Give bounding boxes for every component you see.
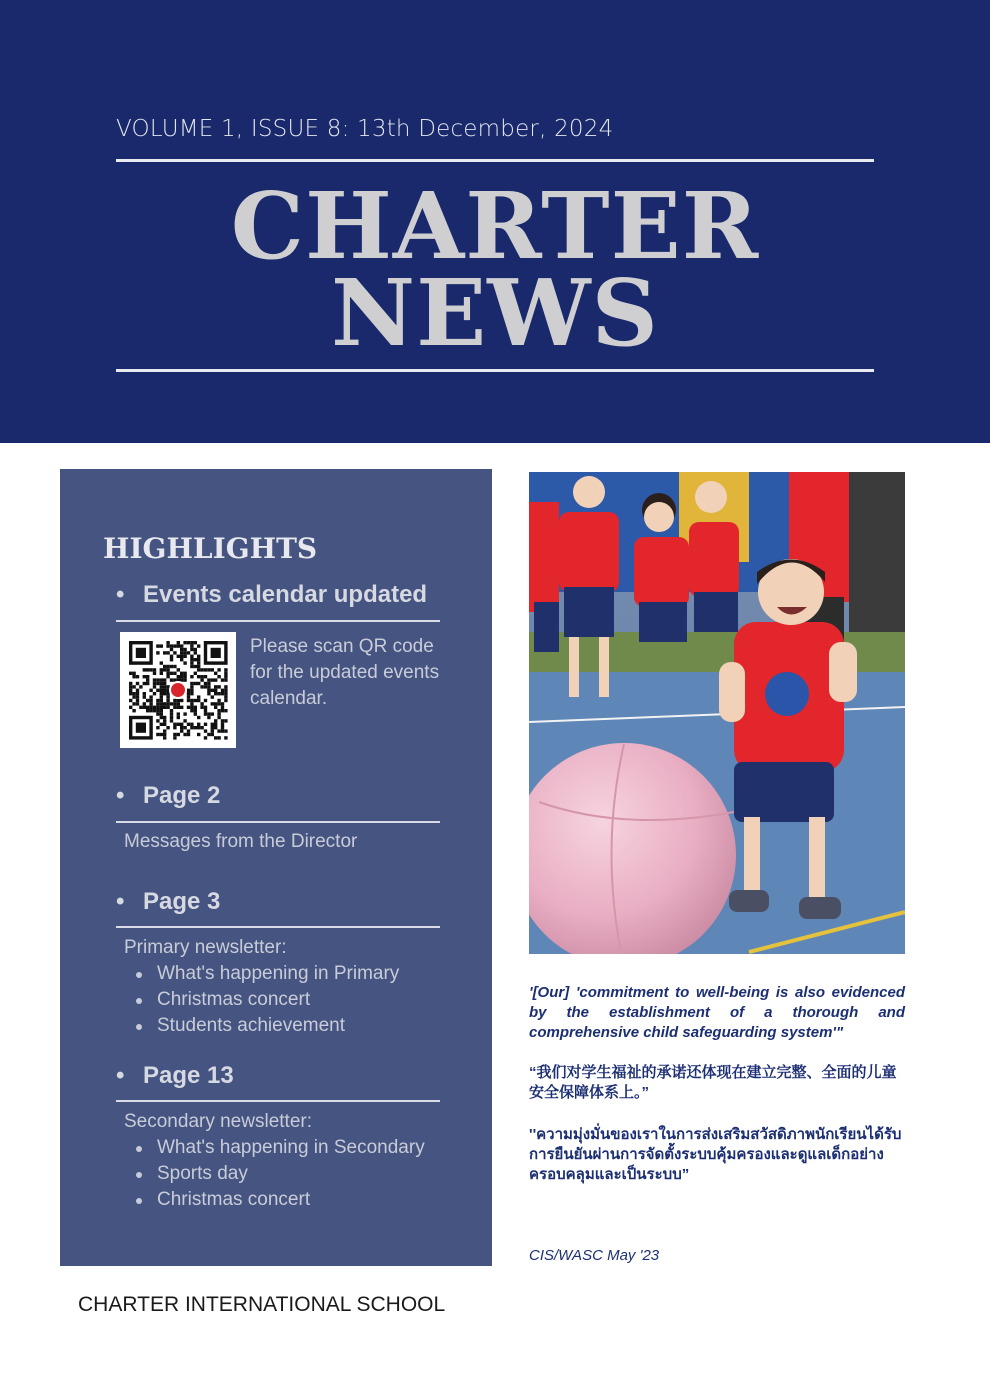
masthead-rule-top [116,159,874,162]
page2-heading [116,782,440,810]
highlights-title: HIGHLIGHTS [103,532,318,565]
events-heading [116,581,440,609]
events-heading-text: Events calendar updated [143,581,428,608]
page2-rule [116,821,440,823]
page13-list [124,1135,425,1213]
page2-heading-text: Page 2 [143,782,221,809]
list-item: What's happening in Primary [124,961,399,987]
masthead-rule-bottom [116,369,874,372]
page3-list [124,961,399,1039]
page3-rule [116,926,440,928]
list-item: Christmas concert [124,1187,425,1213]
quote-english: '[Our] 'commitment to well-being is also evidenced by the establishment of a thorough and comprehensive child safeguarding system'" [529,984,905,1041]
page3-section [124,935,399,1039]
qr-instruction: Please scan QR code for the updated events calendar. [250,636,440,709]
page13-section [124,1109,425,1213]
photo-illustration [529,472,905,954]
quote-thai: ''ความมุ่งมั่นของเราในการส่งเสริมสวัสดิภาพนักเรียนได้รับการยืนยันผ่านการจัดตั้งระบบคุ้มครองและดูแลเด็กอย่างครอบคลุมและเป็นระบบ” [529,1126,902,1183]
newsletter-title-line2: NEWS [331,259,659,367]
bullet: • [116,888,125,915]
quote-chinese: “我们对学生福祉的承诺还体现在建立完整、全面的儿童安全保障体系上。” [529,1064,897,1101]
qr-code-graphic [120,632,236,748]
page13-heading-text: Page 13 [143,1062,234,1089]
list-item: Sports day [124,1161,425,1187]
page13-heading [116,1062,440,1090]
page13-intro: Secondary newsletter: [124,1111,312,1132]
list-item: Students achievement [124,1013,399,1039]
page3-intro: Primary newsletter: [124,937,287,958]
qr-code[interactable] [120,632,236,748]
issue-line: VOLUME 1, ISSUE 8: 13th December, 2024 [116,116,614,142]
highlights-panel [60,469,492,1266]
page3-heading [116,888,440,916]
school-name: CHARTER INTERNATIONAL SCHOOL [78,1293,446,1316]
list-item: Christmas concert [124,987,399,1013]
events-rule [116,620,440,622]
newsletter-title-line1: CHARTER [230,172,760,280]
page3-heading-text: Page 3 [143,888,221,915]
list-item: What's happening in Secondary [124,1135,425,1161]
students-photo [529,472,905,954]
masthead [0,0,990,443]
bullet: • [116,1062,125,1089]
bullet: • [116,581,125,608]
quote-attribution: CIS/WASC May '23 [529,1247,660,1264]
page2-description: Messages from the Director [124,831,358,852]
bullet: • [116,782,125,809]
page13-rule [116,1100,440,1102]
